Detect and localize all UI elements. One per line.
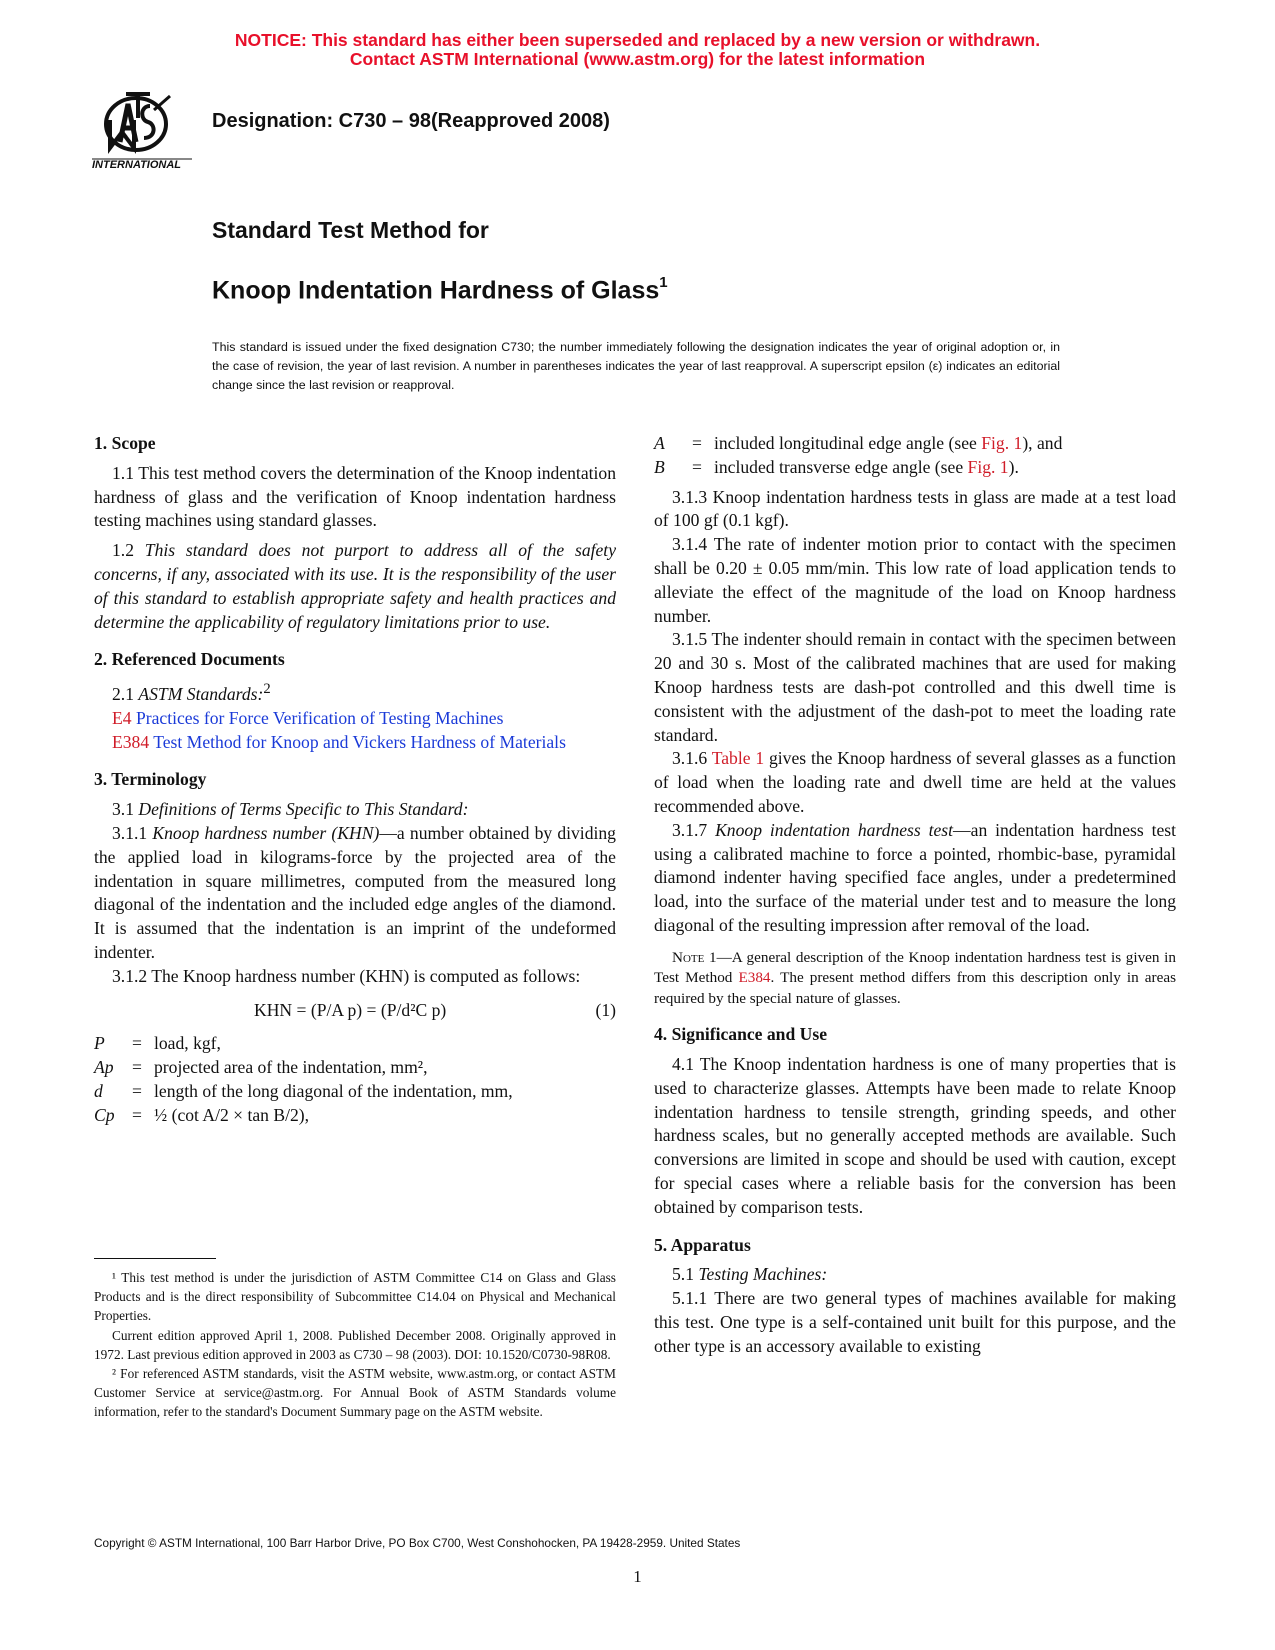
- para-3-1-7: [654, 819, 1176, 938]
- equals: =: [132, 1104, 142, 1125]
- preamble: This standard is issued under the fixed designation C730; the number immediately following the designation indicates the year of original adoption or, in the case of revision, the year of last revision. A number in parentheses indicates the year of last reapproval. A superscript epsilon (ε) indicates an editorial change since the last revision or reapproval.: [212, 340, 1060, 392]
- symbol: Ap: [94, 1057, 114, 1078]
- para-1-2: [94, 539, 616, 634]
- reference-e384[interactable]: [94, 731, 616, 755]
- footnote-1b: Current edition approved April 1, 2008. Published December 2008. Originally approved in 1972. Last previous edition approved in 2003 as C730 – 98 (2003). DOI: 10.1520/C0730-98R08.: [94, 1327, 616, 1362]
- equals: =: [132, 1033, 142, 1054]
- title-footnote-ref[interactable]: 1: [659, 274, 668, 291]
- left-column: [94, 432, 616, 1128]
- ref-e4-title[interactable]: Practices for Force Verification of Testing Machines: [131, 707, 504, 728]
- para-3-1-num: 3.1: [112, 799, 139, 820]
- para-1-1: 1.1 This test method covers the determination of the Knoop indentation hardness of glass and the verification of Knoop indentation hardness testing machines using standard glasses.: [94, 462, 616, 531]
- symbol-row-a: [654, 432, 1176, 456]
- title-text: Knoop Indentation Hardness of Glass: [212, 276, 660, 305]
- symbol-row-b: [654, 456, 1176, 480]
- symbol-definition: load, kgf,: [154, 1033, 221, 1054]
- section-5-heading: 5. Apparatus: [654, 1234, 751, 1255]
- term-khn: Knoop hardness number (KHN): [152, 823, 380, 844]
- para-3-1-5: 3.1.5 The indenter should remain in contact with the specimen between 20 and 30 s. Most of the calibrated machines that are used for making Knoop hardness tests are dash-pot controlled and this dwell time is consistent with the adjustment of the dash-pot to meet the loading rate standard.: [654, 629, 1176, 745]
- section-1-heading: 1. Scope: [94, 433, 156, 453]
- ref-e384-title[interactable]: Test Method for Knoop and Vickers Hardness of Materials: [149, 731, 566, 752]
- footnote-2: ² For referenced ASTM standards, visit the ASTM website, www.astm.org, or contact ASTM Customer Service at service@astm.org. For Annual Book of ASTM Standards volume information, refer to the standard's Document Summary page on the ASTM website.: [94, 1366, 616, 1420]
- footnote-ref-2[interactable]: 2: [263, 681, 271, 698]
- fig1-link-b[interactable]: Fig. 1: [967, 456, 1009, 477]
- para-3-1-1: [94, 822, 616, 965]
- para-2-1: [94, 678, 616, 707]
- section-2-heading: 2. Referenced Documents: [94, 649, 285, 670]
- equals-a: =: [692, 433, 702, 453]
- para-2-1-num: 2.1: [112, 684, 139, 705]
- footnotes: [94, 1268, 616, 1422]
- copyright: Copyright © ASTM International, 100 Barr Harbor Drive, PO Box C700, West Conshohocken, PA 19428-2959. United States: [94, 1536, 741, 1550]
- footnote-rule: [94, 1258, 216, 1259]
- para-3-1: [94, 798, 616, 822]
- logo-text: INTERNATIONAL: [92, 159, 182, 171]
- para-3-1-6: [654, 747, 1176, 818]
- note-text-post: . The present method differs from this description only in areas required by the special nature of glasses.: [654, 969, 1176, 1007]
- symbol-a-def: [714, 432, 1062, 456]
- para-5-1-text: Testing Machines:: [698, 1264, 828, 1285]
- symbol-definition: ½ (cot A/2 × tan B/2),: [154, 1104, 310, 1125]
- para-3-1-1-text: —a number obtained by dividing the applied load in kilograms-force by the projected area of the indentation in square millimetres, computed from the measured long diagonal of the indentation and the included edge angles of the diamond. It is assumed that the indentation is an imprint of the undeformed indenter.: [94, 823, 616, 962]
- page-number: 1: [633, 1567, 642, 1586]
- footnote-1: ¹ This test method is under the jurisdiction of ASTM Committee C14 on Glass and Glass Products and is the direct responsibility of Subcommittee C14.04 on Physical and Mechanical Properties.: [94, 1270, 616, 1324]
- para-3-1-1-num: 3.1.1: [112, 823, 153, 844]
- para-3-1-6-num: 3.1.6: [672, 748, 712, 769]
- symbol-definition: length of the long diagonal of the indentation, mm,: [154, 1080, 513, 1101]
- note-text-pre: —A general description of the Knoop indentation hardness test is given in Test Method: [654, 948, 1176, 987]
- symbol-row: [94, 1104, 616, 1128]
- symbol-a-def-post: ), and: [1022, 433, 1063, 453]
- e384-link[interactable]: E384: [738, 969, 771, 987]
- astm-logo-icon: [92, 84, 196, 174]
- para-3-1-text: Definitions of Terms Specific to This Standard:: [138, 799, 469, 820]
- equals: =: [132, 1080, 142, 1101]
- note-label: Note 1: [672, 948, 717, 966]
- symbol-b-def-pre: included transverse edge angle (see: [714, 456, 968, 477]
- para-3-1-7-num: 3.1.7: [672, 819, 716, 840]
- right-column: [654, 432, 1176, 1359]
- symbol-list: [94, 1032, 616, 1127]
- para-3-1-6-text: gives the Knoop hardness of several glasses as a function of load when the loading rate and dwell time are held at the values recommended above.: [654, 748, 1176, 816]
- notice-line-2: Contact ASTM International (www.astm.org) for the latest information: [349, 49, 926, 69]
- designation: Designation: C730 – 98(Reapproved 2008): [212, 110, 610, 132]
- astm-logo: [92, 84, 196, 174]
- equation-1: [94, 999, 616, 1023]
- table1-link[interactable]: Table 1: [711, 748, 765, 769]
- para-1-2-num: 1.2: [112, 540, 145, 561]
- symbol-a: A: [654, 433, 665, 453]
- symbol-b-def: [714, 456, 1019, 480]
- symbol-definition: projected area of the indentation, mm²,: [154, 1057, 428, 1078]
- symbol-row: [94, 1032, 616, 1056]
- equals-b: =: [692, 456, 702, 477]
- section-3-heading: 3. Terminology: [94, 769, 207, 790]
- para-4-1: 4.1 The Knoop indentation hardness is one of many properties that is used to characterize glasses. Attempts have been made to relate Knoop indentation hardness to tensile strength, grinding speeds, and other hardness scales, but no generally accepted methods are available. Such conversions are limited in scope and should be used with caution, except for special cases where a reliable basis for the conversion has been obtained by comparison tests.: [654, 1054, 1176, 1217]
- para-3-1-3: 3.1.3 Knoop indentation hardness tests in glass are made at a test load of 100 gf (0.1 kgf).: [654, 486, 1176, 531]
- equals: =: [132, 1057, 142, 1078]
- para-3-1-4: 3.1.4 The rate of indenter motion prior to contact with the specimen shall be 0.20 ± 0.05 mm/min. This low rate of load application tends to alleviate the effect of the magnitude of the load on Knoop hardness number.: [654, 534, 1176, 626]
- para-5-1: [654, 1263, 1176, 1287]
- para-3-1-7-text: —an indentation hardness test using a calibrated machine to force a pointed, rhombic-base, pyramidal diamond indenter having specified face angles, under a predetermined load, into the surface of the material under test and to measure the long diagonal of the resulting impression after removal of the load.: [654, 819, 1176, 935]
- symbol-a-def-pre: included longitudinal edge angle (see: [714, 433, 982, 453]
- note-1: [654, 948, 1176, 1010]
- para-3-1-2: 3.1.2 The Knoop hardness number (KHN) is computed as follows:: [112, 965, 581, 986]
- ref-e4-code[interactable]: E4: [112, 707, 132, 728]
- symbol: d: [94, 1080, 103, 1101]
- para-5-1-1: 5.1.1 There are two general types of machines available for making this test. One type is a self-contained unit built for this purpose, and the other type is an accessory available to existing: [654, 1288, 1176, 1356]
- para-1-2-text: This standard does not purport to address all of the safety concerns, if any, associated with its use. It is the responsibility of the user of this standard to establish appropriate safety and health practices and determine the applicability of regulatory limitations prior to use.: [94, 540, 617, 632]
- notice-line-1: NOTICE: This standard has either been superseded and replaced by a new version or withdrawn.: [234, 30, 1041, 50]
- symbol-row: [94, 1056, 616, 1080]
- document-title: [212, 276, 668, 305]
- symbol: P: [94, 1033, 105, 1054]
- symbol-b-def-post: ).: [1008, 456, 1019, 477]
- symbol: Cp: [94, 1104, 115, 1125]
- symbol-b: B: [654, 456, 665, 477]
- section-4-heading: 4. Significance and Use: [654, 1024, 828, 1045]
- reference-e4[interactable]: [94, 707, 616, 731]
- document-subtitle: Standard Test Method for: [212, 217, 489, 243]
- para-5-1-num: 5.1: [672, 1264, 699, 1285]
- withdrawn-notice: [0, 31, 1275, 69]
- equation-text: KHN = (P/A p) = (P/d²C p): [254, 999, 447, 1020]
- symbol-row: [94, 1080, 616, 1104]
- equation-number: (1): [595, 999, 616, 1020]
- term-knoop-test: Knoop indentation hardness test: [715, 819, 954, 840]
- fig1-link-a[interactable]: Fig. 1: [981, 433, 1023, 453]
- ref-e384-code[interactable]: E384: [112, 731, 150, 752]
- para-2-1-text: ASTM Standards:: [138, 684, 264, 705]
